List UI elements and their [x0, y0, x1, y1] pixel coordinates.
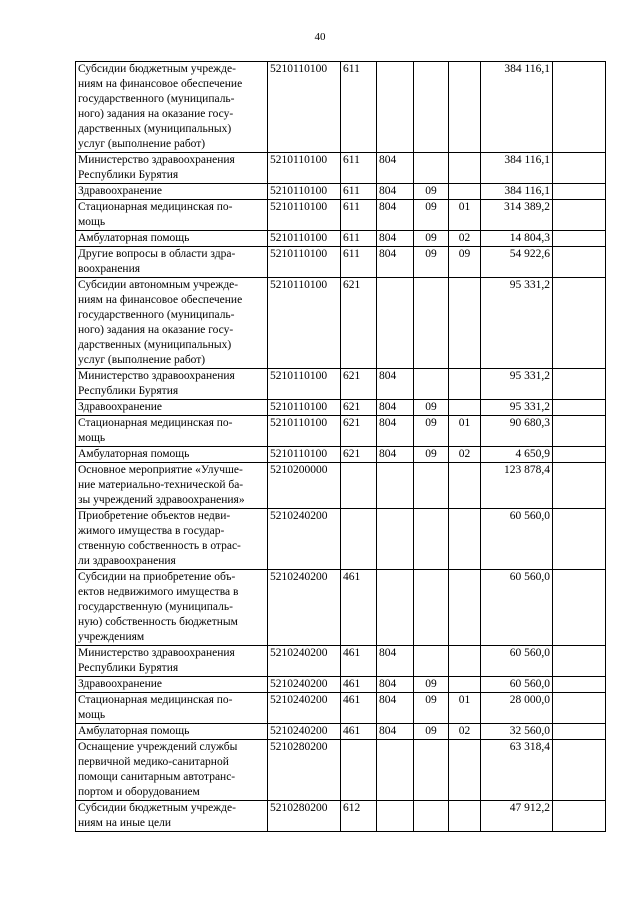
expense-type-cell: 611 — [341, 200, 377, 231]
target-code-cell: 5210110100 — [268, 153, 341, 184]
department-cell: 804 — [377, 200, 414, 231]
table-row — [76, 416, 606, 447]
amount-cell: 4 650,9 — [481, 447, 553, 463]
department-cell — [377, 463, 414, 509]
extra-cell — [553, 184, 606, 200]
row-name-cell: Субсидии бюджетным учрежде- ниям на иные цели — [76, 801, 268, 832]
table-row — [76, 200, 606, 231]
table-row — [76, 62, 606, 153]
extra-cell — [553, 400, 606, 416]
subsection-cell: 02 — [449, 447, 481, 463]
subsection-cell — [449, 153, 481, 184]
section-cell: 09 — [414, 184, 449, 200]
amount-cell: 14 804,3 — [481, 231, 553, 247]
target-code-cell: 5210240200 — [268, 693, 341, 724]
table-row — [76, 278, 606, 369]
table-row — [76, 447, 606, 463]
amount-cell: 95 331,2 — [481, 369, 553, 400]
expense-type-cell: 611 — [341, 153, 377, 184]
row-name-cell: Здравоохранение — [76, 400, 268, 416]
extra-cell — [553, 646, 606, 677]
expense-type-cell: 461 — [341, 677, 377, 693]
table-row — [76, 570, 606, 646]
extra-cell — [553, 724, 606, 740]
department-cell — [377, 278, 414, 369]
section-cell: 09 — [414, 693, 449, 724]
page-number: 40 — [314, 31, 326, 43]
subsection-cell: 02 — [449, 724, 481, 740]
expense-type-cell: 461 — [341, 693, 377, 724]
expense-type-cell — [341, 509, 377, 570]
department-cell: 804 — [377, 416, 414, 447]
row-name-cell: Основное мероприятие «Улучше- ние материально-технической ба- зы учреждений здравоохранения» — [76, 463, 268, 509]
section-cell — [414, 369, 449, 400]
row-name-cell: Другие вопросы в области здра- воохранения — [76, 247, 268, 278]
extra-cell — [553, 247, 606, 278]
row-name-cell: Здравоохранение — [76, 184, 268, 200]
target-code-cell: 5210110100 — [268, 447, 341, 463]
amount-cell: 60 560,0 — [481, 677, 553, 693]
subsection-cell — [449, 184, 481, 200]
row-name-cell: Оснащение учреждений службы первичной медико-санитарной помощи санитарным автотранс- портом и оборудованием — [76, 740, 268, 801]
target-code-cell: 5210280200 — [268, 801, 341, 832]
expense-type-cell: 611 — [341, 184, 377, 200]
department-cell: 804 — [377, 231, 414, 247]
department-cell: 804 — [377, 184, 414, 200]
department-cell: 804 — [377, 677, 414, 693]
department-cell: 804 — [377, 447, 414, 463]
expense-type-cell: 621 — [341, 369, 377, 400]
table-row — [76, 740, 606, 801]
table-row — [76, 369, 606, 400]
amount-cell: 32 560,0 — [481, 724, 553, 740]
expense-type-cell: 611 — [341, 62, 377, 153]
expense-type-cell: 621 — [341, 278, 377, 369]
section-cell — [414, 463, 449, 509]
extra-cell — [553, 447, 606, 463]
row-name-cell: Приобретение объектов недви- жимого имущества в государ- ственную собственность в отрас- ли здравоохранения — [76, 509, 268, 570]
row-name-cell: Министерство здравоохранения Республики Бурятия — [76, 153, 268, 184]
expense-type-cell: 621 — [341, 400, 377, 416]
department-cell — [377, 570, 414, 646]
department-cell: 804 — [377, 247, 414, 278]
subsection-cell: 01 — [449, 693, 481, 724]
expense-type-cell: 461 — [341, 724, 377, 740]
department-cell: 804 — [377, 400, 414, 416]
subsection-cell — [449, 646, 481, 677]
subsection-cell — [449, 570, 481, 646]
department-cell — [377, 62, 414, 153]
target-code-cell: 5210240200 — [268, 509, 341, 570]
section-cell: 09 — [414, 247, 449, 278]
row-name-cell: Стационарная медицинская по- мощь — [76, 200, 268, 231]
section-cell: 09 — [414, 231, 449, 247]
row-name-cell: Здравоохранение — [76, 677, 268, 693]
expense-type-cell: 621 — [341, 447, 377, 463]
table-body — [76, 62, 606, 832]
department-cell — [377, 509, 414, 570]
target-code-cell: 5210110100 — [268, 231, 341, 247]
amount-cell: 54 922,6 — [481, 247, 553, 278]
amount-cell: 384 116,1 — [481, 184, 553, 200]
amount-cell: 95 331,2 — [481, 278, 553, 369]
table-row — [76, 247, 606, 278]
amount-cell: 63 318,4 — [481, 740, 553, 801]
subsection-cell — [449, 801, 481, 832]
extra-cell — [553, 369, 606, 400]
expense-type-cell — [341, 740, 377, 801]
row-name-cell: Стационарная медицинская по- мощь — [76, 416, 268, 447]
table-row — [76, 646, 606, 677]
section-cell — [414, 570, 449, 646]
subsection-cell — [449, 400, 481, 416]
amount-cell: 60 560,0 — [481, 509, 553, 570]
extra-cell — [553, 200, 606, 231]
extra-cell — [553, 740, 606, 801]
amount-cell: 314 389,2 — [481, 200, 553, 231]
amount-cell: 60 560,0 — [481, 570, 553, 646]
section-cell: 09 — [414, 200, 449, 231]
table-row — [76, 153, 606, 184]
section-cell: 09 — [414, 416, 449, 447]
extra-cell — [553, 153, 606, 184]
row-name-cell: Субсидии бюджетным учрежде- ниям на финансовое обеспечение государственного (муниципаль- ного) задания на оказание госу- дарственных (муниципальных) услуг (выполнение работ) — [76, 62, 268, 153]
table-row — [76, 677, 606, 693]
extra-cell — [553, 801, 606, 832]
extra-cell — [553, 570, 606, 646]
section-cell — [414, 62, 449, 153]
table-row — [76, 693, 606, 724]
amount-cell: 384 116,1 — [481, 153, 553, 184]
amount-cell: 28 000,0 — [481, 693, 553, 724]
table-row — [76, 463, 606, 509]
section-cell — [414, 740, 449, 801]
target-code-cell: 5210280200 — [268, 740, 341, 801]
expense-type-cell: 461 — [341, 646, 377, 677]
target-code-cell: 5210110100 — [268, 247, 341, 278]
expense-type-cell: 611 — [341, 247, 377, 278]
target-code-cell: 5210110100 — [268, 278, 341, 369]
subsection-cell: 01 — [449, 200, 481, 231]
department-cell — [377, 801, 414, 832]
expense-type-cell: 611 — [341, 231, 377, 247]
extra-cell — [553, 509, 606, 570]
table-row — [76, 231, 606, 247]
department-cell: 804 — [377, 646, 414, 677]
extra-cell — [553, 693, 606, 724]
target-code-cell: 5210110100 — [268, 416, 341, 447]
row-name-cell: Амбулаторная помощь — [76, 231, 268, 247]
target-code-cell: 5210110100 — [268, 184, 341, 200]
department-cell: 804 — [377, 724, 414, 740]
amount-cell: 47 912,2 — [481, 801, 553, 832]
section-cell: 09 — [414, 400, 449, 416]
target-code-cell: 5210240200 — [268, 677, 341, 693]
row-name-cell: Стационарная медицинская по- мощь — [76, 693, 268, 724]
target-code-cell: 5210240200 — [268, 570, 341, 646]
subsection-cell — [449, 463, 481, 509]
expense-type-cell: 621 — [341, 416, 377, 447]
target-code-cell: 5210240200 — [268, 646, 341, 677]
section-cell: 09 — [414, 677, 449, 693]
subsection-cell: 02 — [449, 231, 481, 247]
row-name-cell: Амбулаторная помощь — [76, 447, 268, 463]
table-row — [76, 400, 606, 416]
section-cell — [414, 509, 449, 570]
expense-type-cell — [341, 463, 377, 509]
row-name-cell: Субсидии автономным учрежде- ниям на финансовое обеспечение государственного (муниципаль- ного) задания на оказание госу- дарственных (муниципальных) услуг (выполнение работ) — [76, 278, 268, 369]
amount-cell: 60 560,0 — [481, 646, 553, 677]
department-cell: 804 — [377, 693, 414, 724]
target-code-cell: 5210240200 — [268, 724, 341, 740]
extra-cell — [553, 677, 606, 693]
table-row — [76, 184, 606, 200]
subsection-cell — [449, 369, 481, 400]
subsection-cell: 09 — [449, 247, 481, 278]
section-cell — [414, 278, 449, 369]
expense-type-cell: 612 — [341, 801, 377, 832]
amount-cell: 95 331,2 — [481, 400, 553, 416]
subsection-cell — [449, 740, 481, 801]
department-cell — [377, 740, 414, 801]
target-code-cell: 5210110100 — [268, 200, 341, 231]
section-cell: 09 — [414, 447, 449, 463]
target-code-cell: 5210110100 — [268, 369, 341, 400]
target-code-cell: 5210200000 — [268, 463, 341, 509]
subsection-cell — [449, 509, 481, 570]
subsection-cell — [449, 677, 481, 693]
department-cell: 804 — [377, 369, 414, 400]
section-cell — [414, 646, 449, 677]
extra-cell — [553, 278, 606, 369]
target-code-cell: 5210110100 — [268, 400, 341, 416]
section-cell: 09 — [414, 724, 449, 740]
amount-cell: 90 680,3 — [481, 416, 553, 447]
amount-cell: 384 116,1 — [481, 62, 553, 153]
subsection-cell: 01 — [449, 416, 481, 447]
target-code-cell: 5210110100 — [268, 62, 341, 153]
section-cell — [414, 153, 449, 184]
section-cell — [414, 801, 449, 832]
extra-cell — [553, 231, 606, 247]
row-name-cell: Министерство здравоохранения Республики Бурятия — [76, 646, 268, 677]
table-row — [76, 509, 606, 570]
subsection-cell — [449, 62, 481, 153]
budget-table — [75, 61, 606, 832]
subsection-cell — [449, 278, 481, 369]
department-cell: 804 — [377, 153, 414, 184]
row-name-cell: Амбулаторная помощь — [76, 724, 268, 740]
amount-cell: 123 878,4 — [481, 463, 553, 509]
row-name-cell: Субсидии на приобретение объ- ектов недвижимого имущества в государственную (муниципаль- ную) собственность бюджетным учреждениям — [76, 570, 268, 646]
extra-cell — [553, 62, 606, 153]
expense-type-cell: 461 — [341, 570, 377, 646]
row-name-cell: Министерство здравоохранения Республики Бурятия — [76, 369, 268, 400]
extra-cell — [553, 463, 606, 509]
table-row — [76, 801, 606, 832]
extra-cell — [553, 416, 606, 447]
table-row — [76, 724, 606, 740]
